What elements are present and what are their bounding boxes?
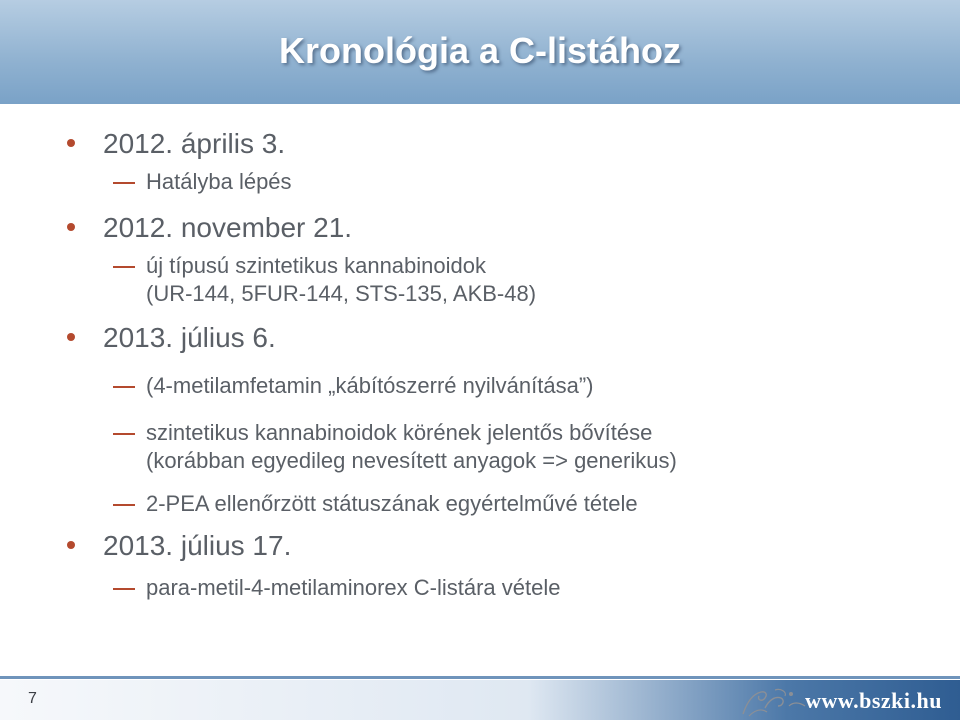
sub-item-line: (4-metilamfetamin „kábítószerré nyilvánítása”) bbox=[146, 373, 594, 398]
sub-item-line: para-metil-4-metilaminorex C-listára vétele bbox=[146, 575, 561, 600]
website-link[interactable]: www.bszki.hu bbox=[805, 688, 942, 713]
bullet-item bbox=[0, 208, 960, 248]
bullet-text: 2012. április 3. bbox=[103, 128, 286, 159]
sub-item-line: (korábban egyedileg nevesített anyagok => generikus) bbox=[146, 448, 677, 473]
dash-icon bbox=[113, 386, 135, 388]
page-number: 7 bbox=[28, 690, 37, 707]
dash-icon bbox=[113, 182, 135, 184]
bullet-text: 2013. július 17. bbox=[103, 530, 292, 561]
sub-item-line: szintetikus kannabinoidok körének jelentős bővítése bbox=[146, 420, 653, 445]
slide-header bbox=[0, 0, 960, 104]
dash-icon bbox=[113, 266, 135, 268]
bullet-dot-icon bbox=[67, 541, 75, 549]
footer-divider bbox=[0, 676, 960, 679]
bullet-item bbox=[0, 318, 960, 358]
dash-icon bbox=[113, 504, 135, 506]
sub-item-line: Hatályba lépés bbox=[146, 169, 292, 194]
bullet-item bbox=[0, 124, 960, 164]
sub-item bbox=[0, 490, 960, 518]
sub-item-line: új típusú szintetikus kannabinoidok bbox=[146, 253, 486, 278]
logo-icon bbox=[735, 684, 813, 718]
bullet-text: 2013. július 6. bbox=[103, 322, 276, 353]
bullet-dot-icon bbox=[67, 223, 75, 231]
bullet-dot-icon bbox=[67, 139, 75, 147]
sub-item bbox=[0, 252, 960, 308]
dash-icon bbox=[113, 433, 135, 435]
sub-item-line: (UR-144, 5FUR-144, STS-135, AKB-48) bbox=[146, 281, 537, 306]
bullet-item bbox=[0, 526, 960, 566]
slide-title: Kronológia a C-listához bbox=[278, 30, 681, 71]
bullet-text: 2012. november 21. bbox=[103, 212, 353, 243]
sub-item bbox=[0, 419, 960, 475]
sub-item-line: 2-PEA ellenőrzött státuszának egyértelművé tétele bbox=[146, 491, 638, 516]
dash-icon bbox=[113, 588, 135, 590]
slide-content bbox=[0, 124, 960, 602]
sub-item bbox=[0, 372, 960, 400]
sub-item bbox=[0, 168, 960, 196]
sub-item bbox=[0, 574, 960, 602]
bullet-dot-icon bbox=[67, 333, 75, 341]
